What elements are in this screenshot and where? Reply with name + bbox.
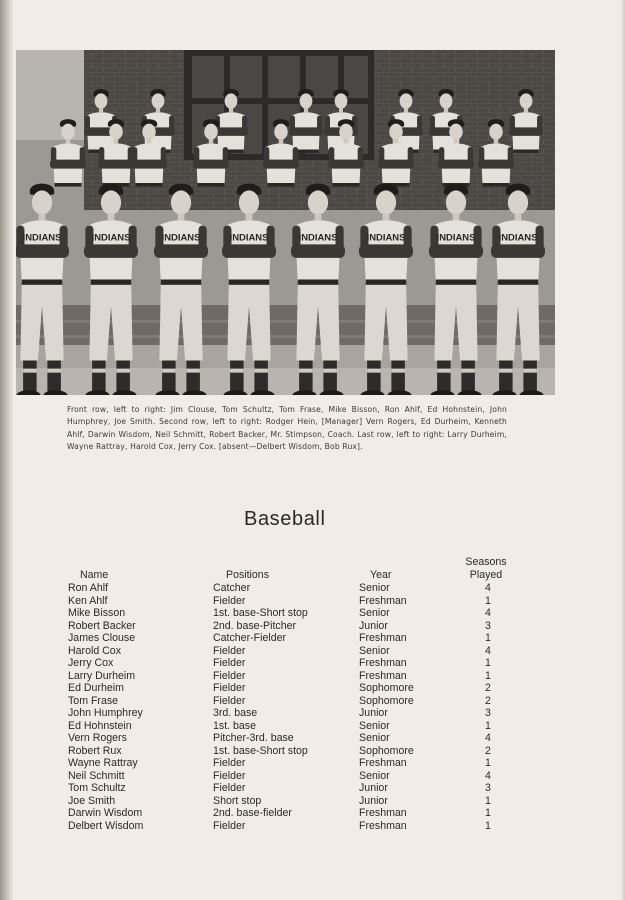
player-name: Joe Smith [68, 794, 116, 807]
player-name: Delbert Wisdom [68, 819, 144, 832]
player-position: Fielder [213, 594, 246, 607]
player-name: Mike Bisson [68, 607, 126, 619]
player-name: Jerry Cox [68, 657, 114, 669]
player-name: Larry Durheim [68, 669, 136, 682]
table-row [66, 707, 516, 720]
header-seasons-line1: Seasons [465, 556, 507, 568]
player-seasons: 4 [485, 769, 491, 782]
player-year: Freshman [359, 632, 407, 644]
page-edge-shadow [621, 0, 625, 900]
player-year: Freshman [359, 669, 407, 682]
photo-caption [67, 404, 507, 454]
player-position: Fielder [213, 757, 246, 769]
team-photo [16, 50, 555, 395]
table-row [66, 682, 516, 695]
page-gutter-shadow [0, 0, 14, 900]
player-position: Fielder [213, 782, 246, 794]
player-year: Sophomore [359, 744, 414, 757]
player-name: Tom Schultz [68, 782, 126, 794]
player-name: John Humphrey [68, 707, 143, 719]
table-row [66, 645, 516, 658]
player-position: Fielder [213, 819, 246, 832]
player-seasons: 1 [485, 807, 491, 819]
table-row [66, 732, 516, 745]
table-row [66, 757, 516, 770]
player-year: Freshman [359, 757, 407, 769]
player-name: Ken Ahlf [68, 594, 108, 607]
table-row [66, 820, 516, 833]
player-seasons: 1 [485, 757, 491, 769]
player-seasons: 4 [485, 582, 491, 594]
player-name: Tom Frase [68, 694, 119, 707]
player-year: Senior [359, 607, 390, 619]
player-seasons: 1 [485, 657, 491, 669]
player-year: Senior [359, 769, 390, 782]
table-row [66, 670, 516, 683]
player-name: Robert Rux [68, 744, 122, 757]
jersey-lettering: INDIANS [436, 232, 476, 244]
player-year: Freshman [359, 594, 407, 607]
player-year: Junior [359, 619, 388, 632]
roster-header [66, 554, 516, 582]
player-seasons: 1 [485, 632, 491, 644]
header-seasons-played [462, 556, 510, 581]
player-position: 3rd. base [213, 707, 258, 719]
jersey-lettering: INDIANS [229, 232, 269, 244]
page-title: Baseball [244, 508, 326, 530]
jersey-lettering: INDIANS [366, 232, 406, 244]
player-name: Ron Ahlf [68, 582, 109, 594]
player-seasons: 4 [485, 607, 491, 619]
header-year: Year [370, 569, 392, 581]
player-seasons: 1 [485, 719, 491, 732]
player-seasons: 4 [485, 644, 491, 657]
jersey-lettering: INDIANS [22, 232, 62, 244]
table-row [66, 770, 516, 783]
player-position: Fielder [213, 682, 246, 694]
player-seasons: 3 [485, 782, 491, 794]
player-position: Catcher [213, 582, 251, 594]
player-seasons: 1 [485, 794, 491, 807]
header-name: Name [80, 569, 109, 581]
player-seasons: 2 [485, 694, 491, 707]
table-row [66, 632, 516, 645]
player-position: Pitcher-3rd. base [213, 732, 294, 744]
player-seasons: 1 [485, 594, 491, 607]
table-row [66, 607, 516, 620]
player-position: Fielder [213, 669, 246, 682]
roster-table [66, 554, 516, 832]
player-name: Wayne Rattray [68, 757, 138, 769]
player-seasons: 4 [485, 732, 491, 744]
table-row [66, 595, 516, 608]
player-year: Freshman [359, 819, 407, 832]
player-name: Ed Hohnstein [68, 719, 132, 732]
jersey-lettering: INDIANS [91, 232, 131, 244]
table-row [66, 720, 516, 733]
player-seasons: 3 [485, 619, 491, 632]
table-row [66, 695, 516, 708]
table-row [66, 657, 516, 670]
player-position: Fielder [213, 657, 246, 669]
player-seasons: 1 [485, 819, 491, 832]
player-year: Sophomore [359, 682, 414, 694]
player-position: Fielder [213, 769, 246, 782]
player-year: Senior [359, 732, 390, 744]
player-name: Vern Rogers [68, 732, 127, 744]
player-position: 2nd. base-Pitcher [213, 619, 297, 632]
player-year: Junior [359, 782, 388, 794]
header-seasons-line2: Played [469, 568, 503, 581]
player-year: Senior [359, 582, 390, 594]
player-position: 1st. base-Short stop [213, 607, 308, 619]
jersey-lettering: INDIANS [298, 232, 338, 244]
player-name: Ed Durheim [68, 682, 124, 694]
header-positions: Positions [226, 569, 269, 581]
player-name: Harold Cox [68, 644, 121, 657]
roster-body [66, 582, 516, 832]
player-year: Freshman [359, 657, 407, 669]
player-position: 1st. base-Short stop [213, 744, 308, 757]
player-position: 1st. base [213, 719, 256, 732]
table-row [66, 782, 516, 795]
player-name: Darwin Wisdom [68, 807, 143, 819]
player-year: Senior [359, 719, 390, 732]
player-year: Freshman [359, 807, 407, 819]
jersey-lettering: INDIANS [498, 232, 538, 244]
table-row [66, 807, 516, 820]
table-row [66, 745, 516, 758]
player-position: 2nd. base-fielder [213, 807, 292, 819]
player-name: James Clouse [68, 632, 136, 644]
player-seasons: 3 [485, 707, 491, 719]
player-seasons: 2 [485, 682, 491, 694]
player-name: Neil Schmitt [68, 769, 125, 782]
table-row [66, 582, 516, 595]
player-seasons: 1 [485, 669, 491, 682]
player-name: Robert Backer [68, 619, 136, 632]
player-position: Catcher-Fielder [213, 632, 287, 644]
player-year: Sophomore [359, 694, 414, 707]
player-year: Senior [359, 644, 390, 657]
player-seasons: 2 [485, 744, 491, 757]
player-position: Fielder [213, 644, 246, 657]
jersey-lettering: INDIANS [161, 232, 201, 244]
caption-text: Front row, left to right: Jim Clouse, Tom Schultz, Tom Frase, Mike Bisson, Ron Ahlf, Ed Hohnstein, John Humphrey, Joe Smith. Second row, left to right: Rodger Hein, [Manager] Vern Rogers, Ed Durheim, Kenneth Ahlf, Darwin Wisdom, Neil Schmitt, Robert Backer, Mr. Stimpson, Coach. Last row, left to right: Larry Durheim, Wayne Rattray, Harold Cox, Jerry Cox. [absent—Delbert Wisdom, Bob Rux]. [67, 405, 507, 452]
player-position: Short stop [213, 794, 262, 807]
player-year: Junior [359, 794, 388, 807]
table-row [66, 620, 516, 633]
player-year: Junior [359, 707, 388, 719]
table-row [66, 795, 516, 808]
player-position: Fielder [213, 694, 246, 707]
